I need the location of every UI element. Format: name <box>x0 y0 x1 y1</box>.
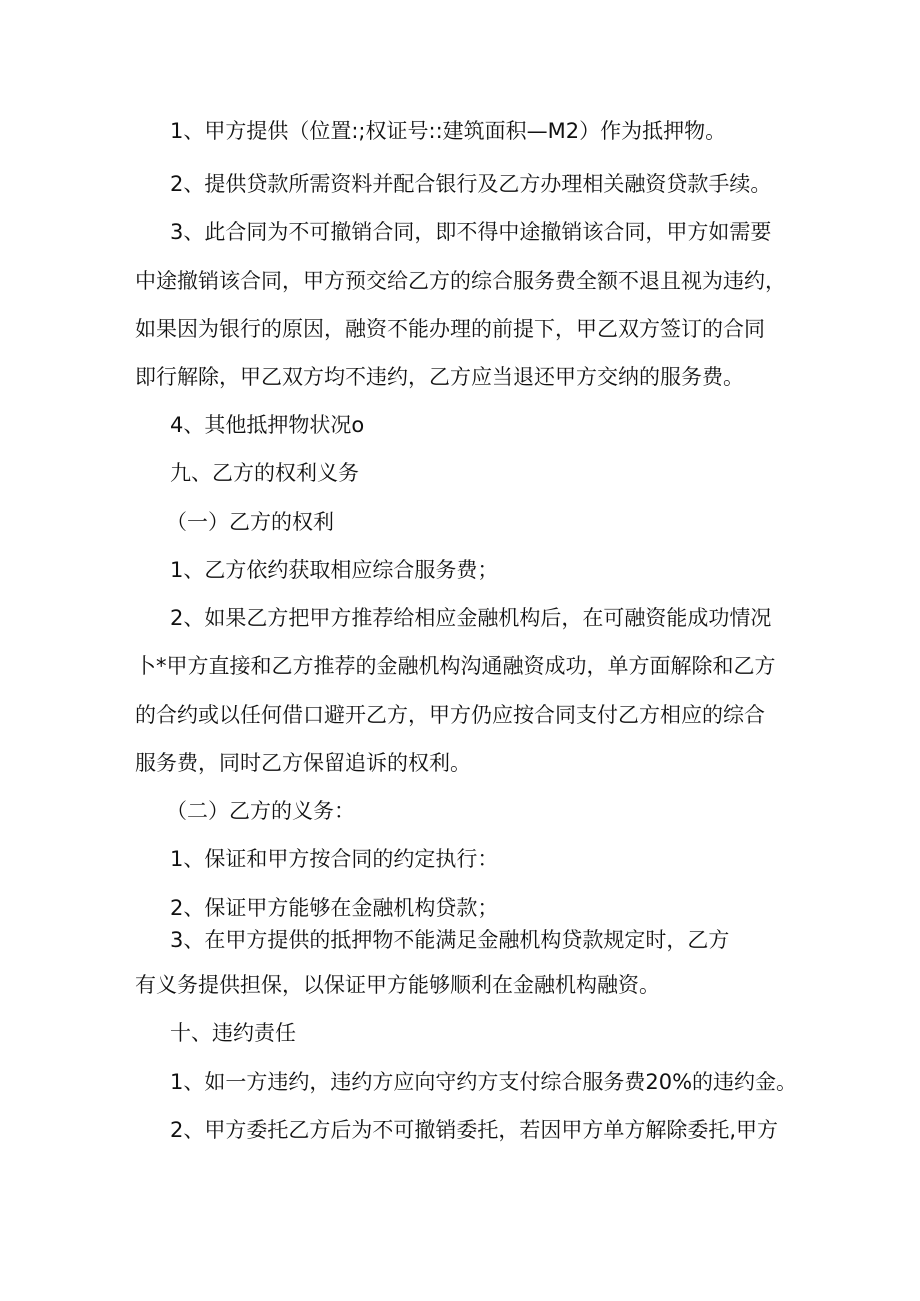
breach-item-1: 1、如一方违约，违约方应向守约方支付综合服务费20%的违约金。 <box>170 1070 798 1094</box>
clause-8-item-3-line-3: 如果因为银行的原因，融资不能办理的前提下，甲乙双方签订的合同 <box>135 317 765 341</box>
section-heading-9: 九、乙方的权利义务 <box>170 461 359 485</box>
subsection-heading-rights: （一）乙方的权利 <box>166 510 334 534</box>
clause-8-item-3-line-4: 即行解除，甲乙双方均不违约，乙方应当退还甲方交纳的服务费。 <box>135 365 744 389</box>
obligations-item-2: 2、保证甲方能够在金融机构贷款； <box>170 896 499 920</box>
clause-8-item-2: 2、提供贷款所需资料并配合银行及乙方办理相关融资贷款手续。 <box>170 172 772 196</box>
clause-8-item-1: 1、甲方提供（位置:;权证号::建筑面积—M2）作为抵押物。 <box>170 119 727 143</box>
rights-item-2-line-3: 的合约或以任何借口避开乙方，甲方仍应按合同支付乙方相应的综合 <box>135 703 765 727</box>
breach-item-2: 2、甲方委托乙方后为不可撤销委托，若因甲方单方解除委托,甲方 <box>170 1118 779 1142</box>
section-heading-10: 十、违约责任 <box>170 1021 296 1045</box>
rights-item-1: 1、乙方依约获取相应综合服务费； <box>170 558 499 582</box>
obligations-item-1: 1、保证和甲方按合同的约定执行： <box>170 847 499 871</box>
clause-8-item-4: 4、其他抵押物状况o <box>170 413 365 437</box>
subsection-heading-obligations: （二）乙方的义务： <box>166 799 355 823</box>
rights-item-2-line-1: 2、如果乙方把甲方推荐给相应金融机构后，在可融资能成功情况 <box>170 606 772 630</box>
clause-8-item-3-line-2: 中途撤销该合同，甲方预交给乙方的综合服务费全额不退且视为违约， <box>135 269 786 293</box>
obligations-item-3-line-1: 3、在甲方提供的抵押物不能满足金融机构贷款规定时，乙方 <box>170 928 730 952</box>
clause-8-item-3-line-1: 3、此合同为不可撤销合同，即不得中途撤销该合同，甲方如需要 <box>170 220 772 244</box>
rights-item-2-line-4: 服务费，同时乙方保留追诉的权利。 <box>135 751 471 775</box>
rights-item-2-line-2: 卜*甲方直接和乙方推荐的金融机构沟通融资成功，单方面解除和乙方 <box>135 654 776 678</box>
obligations-item-3-line-2: 有义务提供担保，以保证甲方能够顺利在金融机构融资。 <box>135 973 660 997</box>
